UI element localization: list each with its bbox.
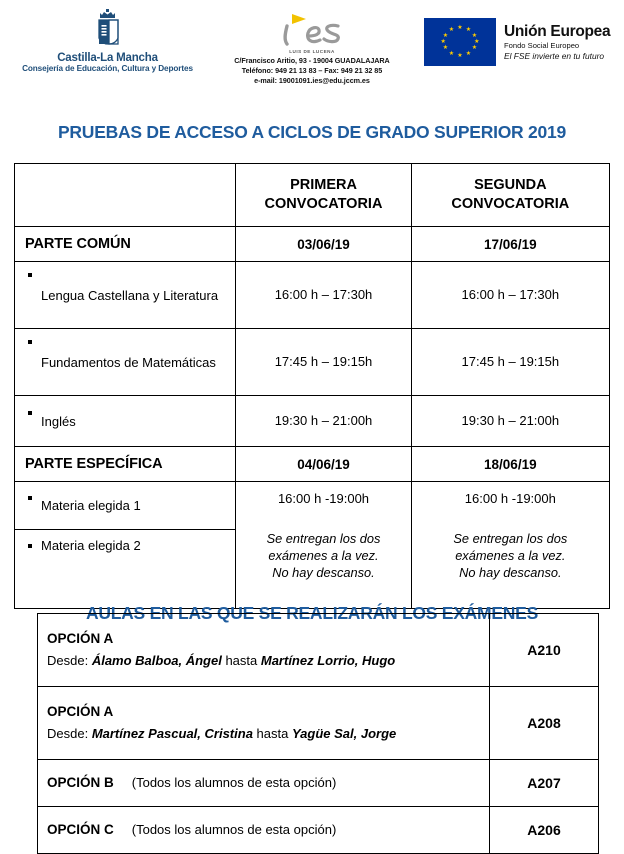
eu-subtitle: Fondo Social Europeo <box>504 41 580 51</box>
aulas-table <box>37 613 599 854</box>
bullet-icon <box>28 496 32 500</box>
header-primera-convocatoria <box>236 164 411 227</box>
aula-row-3-code: A206 <box>490 807 599 854</box>
header-blank-cell <box>15 164 236 227</box>
parte-especifica-first-date: 04/06/19 <box>236 447 411 482</box>
table-row <box>15 329 610 396</box>
parte-especifica-first-time <box>236 482 411 530</box>
subject-lengua-first-time: 16:00 h – 17:30h <box>236 262 411 329</box>
subject-label: Lengua Castellana y Literatura <box>41 287 219 303</box>
bullet-icon <box>28 340 32 344</box>
table-row-parte-comun <box>15 227 610 262</box>
eu-title: Unión Europea <box>504 23 611 41</box>
option-all-students: (Todos los alumnos de esta opción) <box>131 822 337 837</box>
option-label: OPCIÓN A <box>47 631 114 646</box>
castilla-la-mancha-coat-of-arms-icon <box>91 8 125 50</box>
subject-ingles-second-time: 19:30 h – 21:00h <box>411 396 609 447</box>
range-to: Martínez Lorrio, Hugo <box>260 653 396 668</box>
subject-ingles <box>15 396 236 447</box>
table-row <box>15 396 610 447</box>
header-primera-line1: PRIMERA <box>290 177 357 193</box>
second-time-value: 16:00 h -19:00h <box>464 491 556 506</box>
option-range <box>47 723 489 745</box>
ies-address: C/Francisco Aritio, 93 - 19004 GUADALAJARA <box>234 56 390 65</box>
table-row <box>15 482 610 530</box>
option-range <box>47 650 489 672</box>
parte-especifica-second-note <box>411 530 609 609</box>
aulas-section-title: AULAS EN LAS QUE SE REALIZARÁN LOS EXÁMENES <box>85 603 539 623</box>
document-header <box>0 0 624 108</box>
header-segunda-line2: CONVOCATORIA <box>451 196 570 212</box>
subject-matematicas-second-time: 17:45 h – 19:15h <box>411 329 609 396</box>
table-row <box>15 262 610 329</box>
option-label: OPCIÓN A <box>47 704 114 719</box>
subject-label: Materia elegida 2 <box>41 538 141 553</box>
subject-matematicas-first-time: 17:45 h – 19:15h <box>236 329 411 396</box>
range-mid: hasta <box>221 653 261 668</box>
range-prefix: Desde: <box>47 653 92 668</box>
clm-department: Consejería de Educación, Cultura y Deportes <box>22 64 193 73</box>
aula-row-2-option <box>38 760 490 807</box>
ies-logo-block <box>214 10 410 86</box>
parte-especifica-label: PARTE ESPECÍFICA <box>15 447 236 482</box>
table-row <box>38 614 599 687</box>
range-from: Álamo Balboa, Ángel <box>91 653 222 668</box>
option-label: OPCIÓN B <box>47 775 114 790</box>
header-segunda-line1: SEGUNDA <box>474 177 547 193</box>
parte-especifica-first-note <box>236 530 411 609</box>
eu-slogan: El FSE invierte en tu futuro <box>504 50 605 61</box>
bullet-icon <box>28 273 32 277</box>
aula-row-0-code: A210 <box>490 614 599 687</box>
subject-lengua <box>15 262 236 329</box>
aula-row-2-code: A207 <box>490 760 599 807</box>
ies-email: e-mail: 19001091.ies@edu.jccm.es <box>254 76 370 85</box>
subject-label: Inglés <box>41 413 76 429</box>
ies-logo-icon <box>214 10 410 54</box>
bullet-icon <box>28 544 32 548</box>
parte-comun-second-date: 17/06/19 <box>411 227 609 262</box>
parte-especifica-second-time <box>411 482 609 530</box>
parte-comun-label: PARTE COMÚN <box>15 227 236 262</box>
note-line-2: exámenes a la vez. <box>455 547 566 563</box>
parte-especifica-second-date: 18/06/19 <box>411 447 609 482</box>
first-time-value: 16:00 h -19:00h <box>277 491 370 506</box>
clm-name: Castilla-La Mancha <box>57 52 158 64</box>
exam-schedule-table <box>14 163 610 609</box>
subject-label: Materia elegida 1 <box>41 498 141 513</box>
european-union-logo <box>424 18 610 66</box>
subject-ingles-first-time: 19:30 h – 21:00h <box>236 396 411 447</box>
subject-materia-2 <box>15 530 236 609</box>
aula-row-3-option <box>38 807 490 854</box>
option-all-students: (Todos los alumnos de esta opción) <box>131 775 337 790</box>
aula-row-0-option <box>38 614 490 687</box>
parte-comun-first-date: 03/06/19 <box>236 227 411 262</box>
header-segunda-convocatoria <box>411 164 609 227</box>
ies-phone: Teléfono: 949 21 13 83 – Fax: 949 21 32 85 <box>241 66 383 75</box>
table-row <box>38 760 599 807</box>
bullet-icon <box>28 411 32 415</box>
header-primera-line2: CONVOCATORIA <box>264 196 383 212</box>
castilla-la-mancha-logo <box>0 8 215 74</box>
table-row <box>38 687 599 760</box>
note-line-3: No hay descanso. <box>272 564 375 580</box>
note-line-2: exámenes a la vez. <box>268 547 379 563</box>
table-row <box>15 530 610 609</box>
aula-row-1-option <box>38 687 490 760</box>
european-union-flag-icon: ★ ★ ★ ★ ★ ★ ★ ★ ★ ★ ★ ★ <box>424 18 496 66</box>
note-line-1: Se entregan los dos <box>266 530 381 546</box>
ies-caption: LUIS DE LUCENA <box>289 49 335 54</box>
range-to: Yagüe Sal, Jorge <box>291 726 397 741</box>
note-line-3: No hay descanso. <box>459 564 562 580</box>
table-row <box>38 807 599 854</box>
table-header-row <box>15 164 610 227</box>
page-title: PRUEBAS DE ACCESO A CICLOS DE GRADO SUPERIOR 2019 <box>58 122 566 142</box>
aula-row-1-code: A208 <box>490 687 599 760</box>
range-mid: hasta <box>252 726 292 741</box>
subject-matematicas <box>15 329 236 396</box>
option-label: OPCIÓN C <box>47 822 114 837</box>
table-row-parte-especifica <box>15 447 610 482</box>
subject-lengua-second-time: 16:00 h – 17:30h <box>411 262 609 329</box>
note-line-1: Se entregan los dos <box>453 530 568 546</box>
subject-materia-1 <box>15 482 236 530</box>
range-prefix: Desde: <box>47 726 92 741</box>
subject-label: Fundamentos de Matemáticas <box>41 354 216 370</box>
range-from: Martínez Pascual, Cristina <box>91 726 253 741</box>
